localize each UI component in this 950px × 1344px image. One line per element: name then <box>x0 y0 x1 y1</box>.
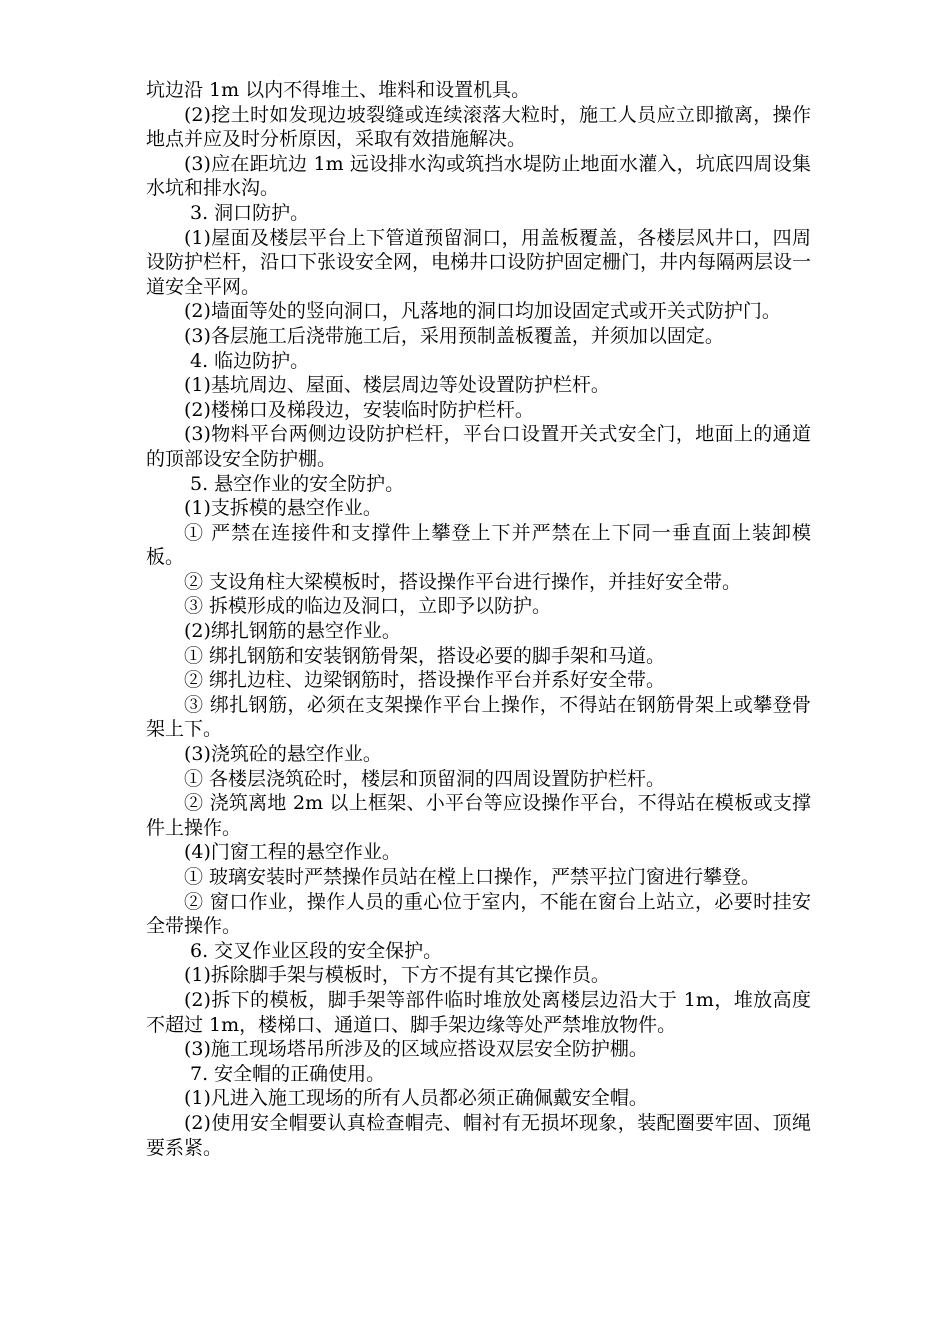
paragraph: (4)门窗工程的悬空作业。 <box>184 841 401 864</box>
paragraph: (1)拆除脚手架与模板时，下方不提有其它操作员。 <box>184 964 610 987</box>
paragraph: (2)使用安全帽要认真检查帽壳、帽衬有无损坏现象，装配圈要牢固、顶绳要系紧。 <box>146 1111 811 1159</box>
paragraph: (3)应在距坑边 1m 远设排水沟或筑挡水堤防止地面水灌入，坑底四周设集水坑和排水沟。 <box>146 152 811 200</box>
paragraph: (1)支拆模的悬空作业。 <box>184 497 382 520</box>
section-heading: 3. 洞口防护。 <box>190 201 310 224</box>
paragraph: (3)浇筑砼的悬空作业。 <box>184 743 382 766</box>
section-heading: 6. 交叉作业区段的安全保护。 <box>190 939 443 962</box>
paragraph: ③ 绑扎钢筋，必须在支架操作平台上操作，不得站在钢筋骨架上或攀登骨架上下。 <box>146 693 811 741</box>
section-heading: 4. 临边防护。 <box>190 349 310 372</box>
section-heading: 7. 安全帽的正确使用。 <box>190 1062 386 1085</box>
paragraph: (3)各层施工后浇带施工后，采用预制盖板覆盖，并须加以固定。 <box>184 324 724 347</box>
paragraph: (3)物料平台两侧边设防护栏杆，平台口设置开关式安全门，地面上的通道的顶部设安全防护棚。 <box>146 423 811 470</box>
paragraph: ③ 拆模形成的临边及洞口，立即予以防护。 <box>184 595 552 618</box>
paragraph: ② 支设角柱大梁模板时，搭设操作平台进行操作，并挂好安全带。 <box>184 570 742 593</box>
paragraph: (3)施工现场塔吊所涉及的区域应搭设双层安全防护棚。 <box>184 1038 648 1061</box>
paragraph: (1)基坑周边、屋面、楼层周边等处设置防护栏杆。 <box>184 374 610 397</box>
paragraph: (2)楼梯口及梯段边，安装临时防护栏杆。 <box>184 398 534 421</box>
paragraph: ② 绑扎边柱、边梁钢筋时，搭设操作平台并系好安全带。 <box>184 669 666 692</box>
paragraph: ② 窗口作业，操作人员的重心位于室内，不能在窗台上站立，必要时挂安全带操作。 <box>146 890 811 938</box>
paragraph: (1)凡进入施工现场的所有人员都必须正确佩戴安全帽。 <box>184 1087 648 1110</box>
paragraph: ① 严禁在连接件和支撑件上攀登上下并严禁在上下同一垂直面上装卸模板。 <box>146 521 811 569</box>
paragraph: ① 玻璃安装时严禁操作员站在樘上口操作，严禁平拉门窗进行攀登。 <box>184 866 761 888</box>
section-heading: 5. 悬空作业的安全防护。 <box>190 472 405 495</box>
paragraph: ① 各楼层浇筑砼时，楼层和顶留洞的四周设置防护栏杆。 <box>184 767 666 790</box>
paragraph: (2)墙面等处的竖向洞口，凡落地的洞口均加设固定式或开关式防护门。 <box>184 300 781 323</box>
paragraph: (2)拆下的模板，脚手架等部件临时堆放处离楼层边沿大于 1m，堆放高度不超过 1m，楼梯口、通道口、脚手架边缘等处严禁堆放物件。 <box>146 988 811 1036</box>
paragraph: (1)屋面及楼层平台上下管道预留洞口，用盖板覆盖，各楼层风井口，四周设防护栏杆，沿口下张设安全网，电梯井口设防护固定栅门，井内每隔两层设一道安全平网。 <box>146 226 812 298</box>
document-body <box>146 78 811 1160</box>
paragraph: ② 浇筑离地 2m 以上框架、小平台等应设操作平台，不得站在模板或支撑件上操作。 <box>146 792 811 839</box>
paragraph: (2)挖土时如发现边坡裂缝或连续滚落大粒时，施工人员应立即撤离，操作地点并应及时分析原因，采取有效措施解决。 <box>146 103 811 151</box>
paragraph: ① 绑扎钢筋和安装钢筋骨架，搭设必要的脚手架和马道。 <box>184 644 666 667</box>
paragraph: 坑边沿 1m 以内不得堆土、堆料和设置机具。 <box>146 79 531 101</box>
paragraph: (2)绑扎钢筋的悬空作业。 <box>184 620 401 643</box>
